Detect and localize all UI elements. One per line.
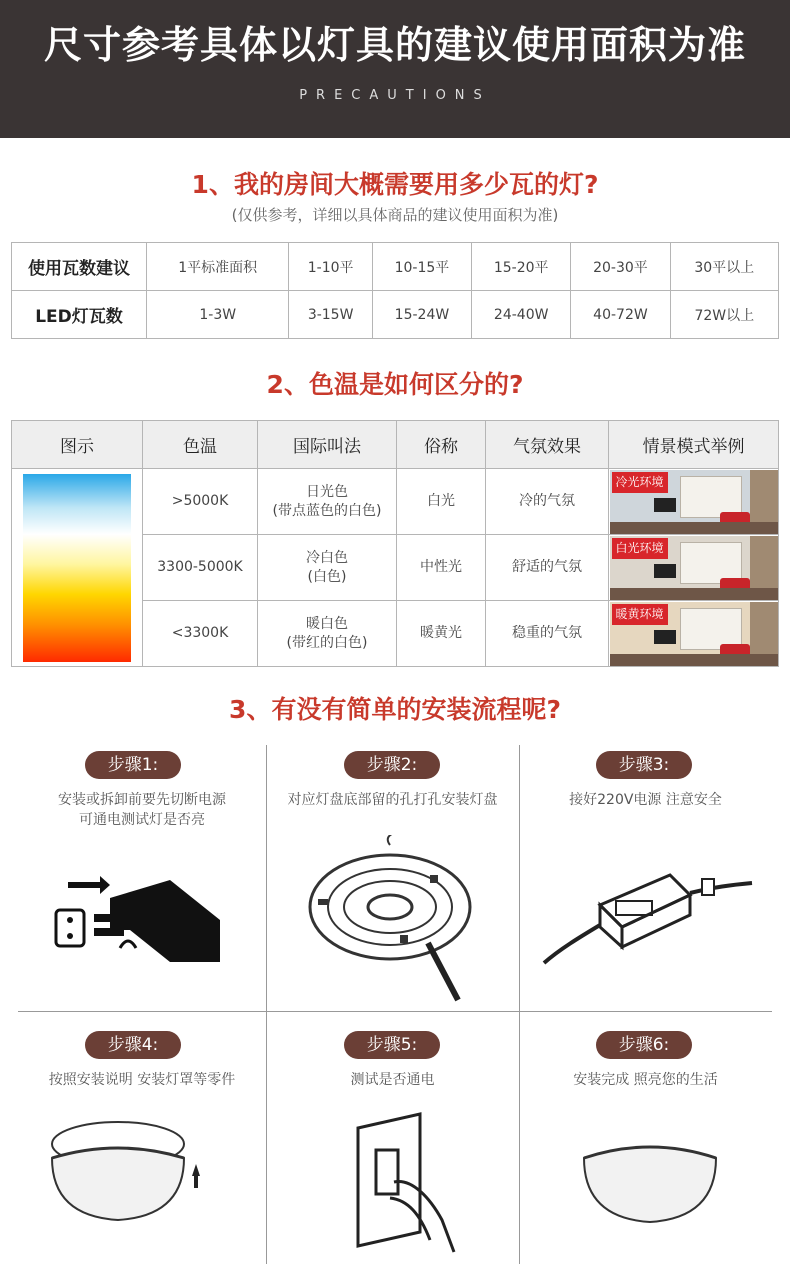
table-cell: 3-15W [289,291,372,339]
table-cell [258,469,397,535]
step1-label: 步骤1: [85,751,181,779]
table-row [12,469,779,535]
name-line2: (白色) [307,568,347,585]
table-cell: 72W以上 [670,291,778,339]
step4-label: 步骤4: [85,1031,181,1059]
step-desc-line: 安装或拆卸前要先切断电源 [58,792,226,808]
name-line1: 暖白色 [306,615,348,632]
table-cell [258,535,397,601]
table-cell: 中性光 [397,535,486,601]
name-line2: (带红的白色) [286,634,368,651]
grid-divider [266,745,267,1264]
table-cell: >5000K [143,469,258,535]
step-desc-line: 测试是否通电 [350,1072,435,1088]
scene-label: 白光环境 [612,538,668,559]
scene-label: 冷光环境 [612,472,668,493]
step1-description [18,790,266,830]
section2-title: 2、色温是如何区分的? [266,370,524,399]
table-cell: 20-30平 [571,243,670,291]
step2-description [266,790,519,810]
scene-cell [609,601,779,667]
table-cell: 舒适的气氛 [486,535,609,601]
step-desc-line: 可通电测试灯是否亮 [79,812,205,828]
column-header: 气氛效果 [486,421,609,469]
table-cell: 15-20平 [472,243,571,291]
step6-label: 步骤6: [596,1031,692,1059]
step2-label: 步骤2: [344,751,440,779]
row-header: 使用瓦数建议 [12,243,147,291]
step-desc-line: 按照安装说明 安装灯罩等零件 [48,1072,236,1088]
row-header: LED灯瓦数 [12,291,147,339]
table-cell: 24-40W [472,291,571,339]
table-header-row [12,421,779,469]
table-cell: 冷的气氛 [486,469,609,535]
page-subtitle: PRECAUTIONS [299,88,491,103]
table-cell: 稳重的气氛 [486,601,609,667]
name-line2: (带点蓝色的白色) [272,502,382,519]
table-cell: 10-15平 [372,243,471,291]
table-cell: 30平以上 [670,243,778,291]
table-cell: <3300K [143,601,258,667]
scene-cell [609,535,779,601]
table-cell: 1平标准面积 [147,243,289,291]
table-cell: 白光 [397,469,486,535]
section3-title: 3、有没有简单的安装流程呢? [229,695,561,724]
color-temperature-gradient [23,474,131,662]
column-header: 色温 [143,421,258,469]
column-header: 情景模式举例 [609,421,779,469]
step4-description [18,1070,266,1090]
power-driver-icon [540,865,760,975]
table-cell: 1-10平 [289,243,372,291]
table-cell: 40-72W [571,291,670,339]
color-temperature-table [11,420,779,667]
table-cell [258,601,397,667]
section1-note: (仅供参考，详细以具体商品的建议使用面积为准) [231,206,559,224]
unplug-icon [50,870,230,970]
table-cell: 15-24W [372,291,471,339]
grid-divider [519,745,520,1264]
scene-cell [609,469,779,535]
step5-description [266,1070,519,1090]
lamp-cover-icon [48,1108,228,1228]
step6-description [519,1070,772,1090]
light-switch-icon [350,1108,490,1258]
column-header: 图示 [12,421,143,469]
table-row [12,243,779,291]
scene-image [610,602,778,666]
page-title: 尺寸参考具体以灯具的建议使用面积为准 [43,23,746,67]
ceiling-plate-icon [300,835,480,1005]
step-desc-line: 对应灯盘底部留的孔打孔安装灯盘 [287,792,498,808]
step5-label: 步骤5: [344,1031,440,1059]
wattage-table [11,242,779,339]
column-header: 国际叫法 [258,421,397,469]
scene-label: 暖黄环境 [612,604,668,625]
scene-image [610,470,778,534]
page-header [0,0,790,138]
step-desc-line: 接好220V电源 注意安全 [569,792,722,808]
table-cell: 暖黄光 [397,601,486,667]
column-header: 俗称 [397,421,486,469]
grid-divider [18,1011,772,1012]
table-cell: 1-3W [147,291,289,339]
table-cell: 3300-5000K [143,535,258,601]
installed-lamp-icon [580,1128,720,1228]
scene-image [610,536,778,600]
gradient-cell [12,469,143,667]
step3-description [519,790,772,810]
name-line1: 冷白色 [306,549,348,566]
table-row [12,291,779,339]
step3-label: 步骤3: [596,751,692,779]
step-desc-line: 安装完成 照亮您的生活 [573,1072,718,1088]
name-line1: 日光色 [306,483,348,500]
section1-title: 1、我的房间大概需要用多少瓦的灯? [191,170,599,199]
